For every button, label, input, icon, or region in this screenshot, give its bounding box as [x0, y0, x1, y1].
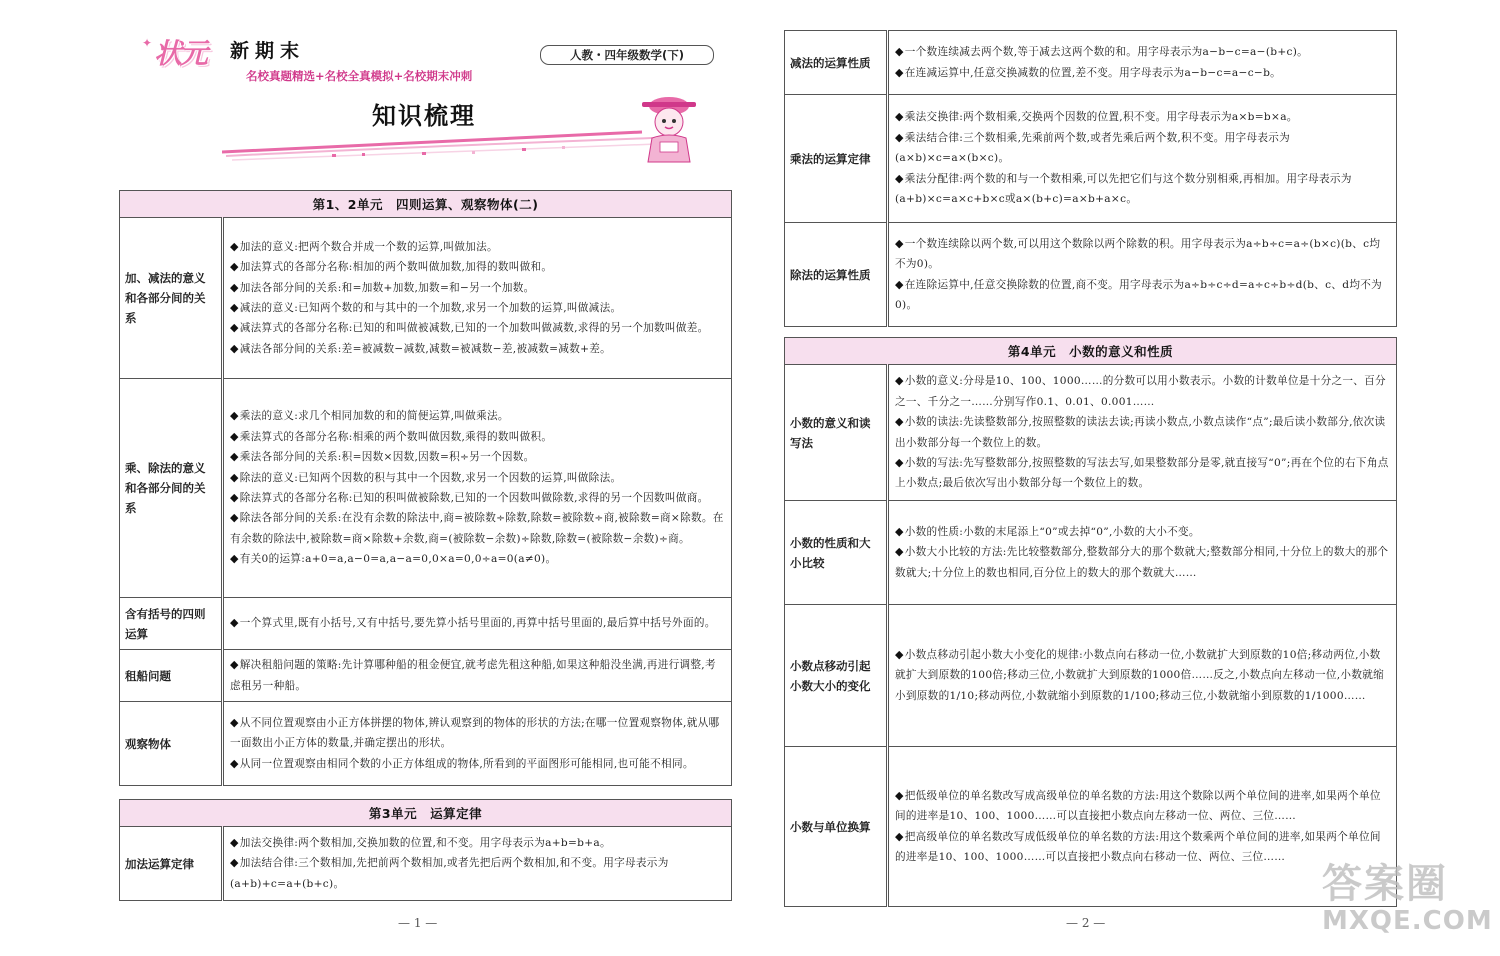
bullet-line: ◆ 加法的意义:把两个数合并成一个数的运算,叫做加法。	[230, 237, 725, 257]
bullet-line: ◆ 解决租船问题的策略:先计算哪种船的租金便宜,就考虑先租这种船,如果这种船没坐满,再进行调整,考虑租另一种船。	[230, 655, 725, 696]
bullet-line: ◆ 加法算式的各部分名称:相加的两个数叫做加数,加得的数叫做和。	[230, 257, 725, 277]
bullet-line: ◆ 乘法各部分间的关系:积=因数×因数,因数=积÷另一个因数。	[230, 447, 725, 467]
unit-3-continued-table	[784, 30, 1397, 327]
page-number: — 1 —	[398, 916, 438, 930]
bullet-line: ◆ 在连减运算中,任意交换减数的位置,差不变。用字母表示为a−b−c=a−c−b。	[895, 63, 1390, 83]
bullet-line: ◆ 把低级单位的单名数改写成高级单位的单名数的方法:用这个数除以两个单位间的进率,如果两个单位间的进率是10、100、1000……可以直接把小数点向左移动一位、两位、三位……	[895, 786, 1390, 827]
topic-mul-div: 乘、除法的意义和各部分间的关系	[120, 379, 223, 598]
brand-logo	[142, 32, 218, 72]
content-decimal-point-shift	[888, 605, 1397, 747]
content-add-sub	[223, 218, 732, 379]
bullet-line: ◆ 小数的意义:分母是10、100、1000……的分数可以用小数表示。小数的计数单位是十分之一、百分之一、千分之一……分别写作0.1、0.01、0.001……	[895, 371, 1390, 412]
unit-1-2-heading: 第1、2单元 四则运算、观察物体(二)	[120, 191, 732, 218]
bullet-line: ◆ 减法的意义:已知两个数的和与其中的一个加数,求另一个加数的运算,叫做减法。	[230, 298, 725, 318]
bullet-line: ◆ 除法的意义:已知两个因数的积与其中一个因数,求另一个因数的运算,叫做除法。	[230, 468, 725, 488]
brand-name: 新期末	[230, 40, 306, 62]
page-title: 知识梳理	[372, 101, 476, 130]
page-2	[750, 0, 1500, 956]
bullet-line: ◆ 除法算式的各部分名称:已知的积叫做被除数,已知的一个因数叫做除数,求得的另一个因数叫做商。	[230, 488, 725, 508]
bullet-line: ◆ 减法各部分间的关系:差=被减数−减数,减数=被减数−差,被减数=减数+差。	[230, 339, 725, 359]
bullet-line: ◆ 除法各部分间的关系:在没有余数的除法中,商=被除数÷除数,除数=被除数÷商,被除数=商×除数。在有余数的除法中,被除数=商×除数+余数,商=(被除数−余数)÷除数,除数=(被除数−余数)÷商。	[230, 508, 725, 549]
unit-3-heading: 第3单元 运算定律	[120, 800, 732, 827]
topic-unit-conversion: 小数与单位换算	[785, 747, 888, 907]
content-multiplication-laws	[888, 95, 1397, 223]
unit-4-table	[784, 337, 1397, 907]
content-observe-objects	[223, 702, 732, 786]
content-addition-laws	[223, 827, 732, 901]
topic-division-properties: 除法的运算性质	[785, 223, 888, 327]
bullet-line: ◆ 乘法结合律:三个数相乘,先乘前两个数,或者先乘后两个数,积不变。用字母表示为(a×b)×c=a×(b×c)。	[895, 128, 1390, 169]
bullet-line: ◆ 小数的读法:先读整数部分,按照整数的读法去读;再读小数点,小数点读作“点”;最后读小数部分,依次读出小数部分每一个数位上的数。	[895, 412, 1390, 453]
unit-1-2-table	[119, 190, 732, 786]
content-decimal-meaning	[888, 365, 1397, 501]
topic-decimal-comparison: 小数的性质和大小比较	[785, 501, 888, 605]
bullet-line: ◆ 在连除运算中,任意交换除数的位置,商不变。用字母表示为a÷b÷c÷d=a÷c÷b÷d(b、c、d均不为0)。	[895, 275, 1390, 316]
topic-observe-objects: 观察物体	[120, 702, 223, 786]
bullet-line: ◆ 一个数连续除以两个数,可以用这个数除以两个除数的积。用字母表示为a÷b÷c=a÷(b×c)(b、c均不为0)。	[895, 234, 1390, 275]
bullet-line: ◆ 一个算式里,既有小括号,又有中括号,要先算小括号里面的,再算中括号里面的,最后算中括号外面的。	[230, 613, 725, 633]
topic-multiplication-laws: 乘法的运算定律	[785, 95, 888, 223]
content-subtraction-properties	[888, 31, 1397, 95]
content-brackets	[223, 598, 732, 650]
content-decimal-comparison	[888, 501, 1397, 605]
logo-text: 状元	[154, 37, 207, 70]
unit-4-heading: 第4单元 小数的意义和性质	[785, 338, 1397, 365]
bullet-line: ◆ 乘法的意义:求几个相同加数的和的简便运算,叫做乘法。	[230, 406, 725, 426]
content-division-properties	[888, 223, 1397, 327]
watermark	[1322, 862, 1493, 936]
bullet-line: ◆ 有关0的运算:a+0=a,a−0=a,a−a=0,0×a=0,0÷a=0(a≠0)。	[230, 549, 725, 569]
grade-label: 人教・四年级数学(下)	[540, 45, 714, 65]
topic-boat-rental: 租船问题	[120, 650, 223, 702]
watermark-line-2: MXQE.COM	[1322, 906, 1493, 936]
bullet-line: ◆ 加法结合律:三个数相加,先把前两个数相加,或者先把后两个数相加,和不变。用字母表示为(a+b)+c=a+(b+c)。	[230, 853, 725, 894]
bullet-line: ◆ 小数大小比较的方法:先比较整数部分,整数部分大的那个数就大;整数部分相同,十分位上的数大的那个数就大;十分位上的数也相同,百分位上的数大的那个数就大……	[895, 542, 1390, 583]
bullet-line: ◆ 乘法分配律:两个数的和与一个数相乘,可以先把它们与这个数分别相乘,再相加。用字母表示为(a+b)×c=a×c+b×c或a×(b+c)=a×b+a×c。	[895, 169, 1390, 210]
watermark-line-1: 答案圈	[1322, 861, 1448, 907]
brand-slogan: 名校真题精选+名校全真模拟+名校期末冲刺	[246, 69, 473, 83]
bullet-line: ◆ 加法各部分间的关系:和=加数+加数,加数=和−另一个加数。	[230, 278, 725, 298]
bullet-line: ◆ 一个数连续减去两个数,等于减去这两个数的和。用字母表示为a−b−c=a−(b+c)。	[895, 42, 1390, 62]
star-icon: ✦	[142, 36, 153, 50]
bullet-line: ◆ 从不同位置观察由小正方体拼摆的物体,辨认观察到的物体的形状的方法;在哪一位置观察物体,就从哪一面数出小正方体的数量,并确定摆出的形状。	[230, 713, 725, 754]
topic-decimal-meaning: 小数的意义和读写法	[785, 365, 888, 501]
bullet-line: ◆ 减法算式的各部分名称:已知的和叫做被减数,已知的一个加数叫做减数,求得的另一个加数叫做差。	[230, 318, 725, 338]
decorative-swoosh	[222, 124, 662, 164]
mascot-icon	[636, 92, 702, 164]
bullet-line: ◆ 小数的性质:小数的末尾添上“0”或去掉“0”,小数的大小不变。	[895, 522, 1390, 542]
bullet-line: ◆ 从同一位置观察由相同个数的小正方体组成的物体,所看到的平面图形可能相同,也可能不相同。	[230, 754, 725, 774]
bullet-line: ◆ 加法交换律:两个数相加,交换加数的位置,和不变。用字母表示为a+b=b+a。	[230, 833, 725, 853]
content-unit-conversion	[888, 747, 1397, 907]
content-mul-div	[223, 379, 732, 598]
unit-3-table	[119, 799, 732, 901]
topic-brackets: 含有括号的四则运算	[120, 598, 223, 650]
bullet-line: ◆ 乘法算式的各部分名称:相乘的两个数叫做因数,乘得的数叫做积。	[230, 427, 725, 447]
bullet-line: ◆ 乘法交换律:两个数相乘,交换两个因数的位置,积不变。用字母表示为a×b=b×a。	[895, 107, 1390, 127]
bullet-line: ◆ 把高级单位的单名数改写成低级单位的单名数的方法:用这个数乘两个单位间的进率,如果两个单位间的进率是10、100、1000……可以直接把小数点向右移动一位、两位、三位……	[895, 827, 1390, 868]
content-boat-rental	[223, 650, 732, 702]
topic-addition-laws: 加法运算定律	[120, 827, 223, 901]
page-number: — 2 —	[1066, 916, 1106, 930]
topic-subtraction-properties: 减法的运算性质	[785, 31, 888, 95]
bullet-line: ◆ 小数的写法:先写整数部分,按照整数的写法去写,如果整数部分是零,就直接写“0”;再在个位的右下角点上小数点;最后依次写出小数部分每一个数位上的数。	[895, 453, 1390, 494]
topic-add-sub: 加、减法的意义和各部分间的关系	[120, 218, 223, 379]
bullet-line: ◆ 小数点移动引起小数大小变化的规律:小数点向右移动一位,小数就扩大到原数的10倍;移动两位,小数就扩大到原数的100倍;移动三位,小数就扩大到原数的1000倍……反之,小数点向左移动一位,小数就缩小到原数的1/10;移动两位,小数就缩小到原数的1/100;移动三位,小数就缩小到原数的1/1000……	[895, 645, 1390, 706]
topic-decimal-point-shift: 小数点移动引起小数大小的变化	[785, 605, 888, 747]
